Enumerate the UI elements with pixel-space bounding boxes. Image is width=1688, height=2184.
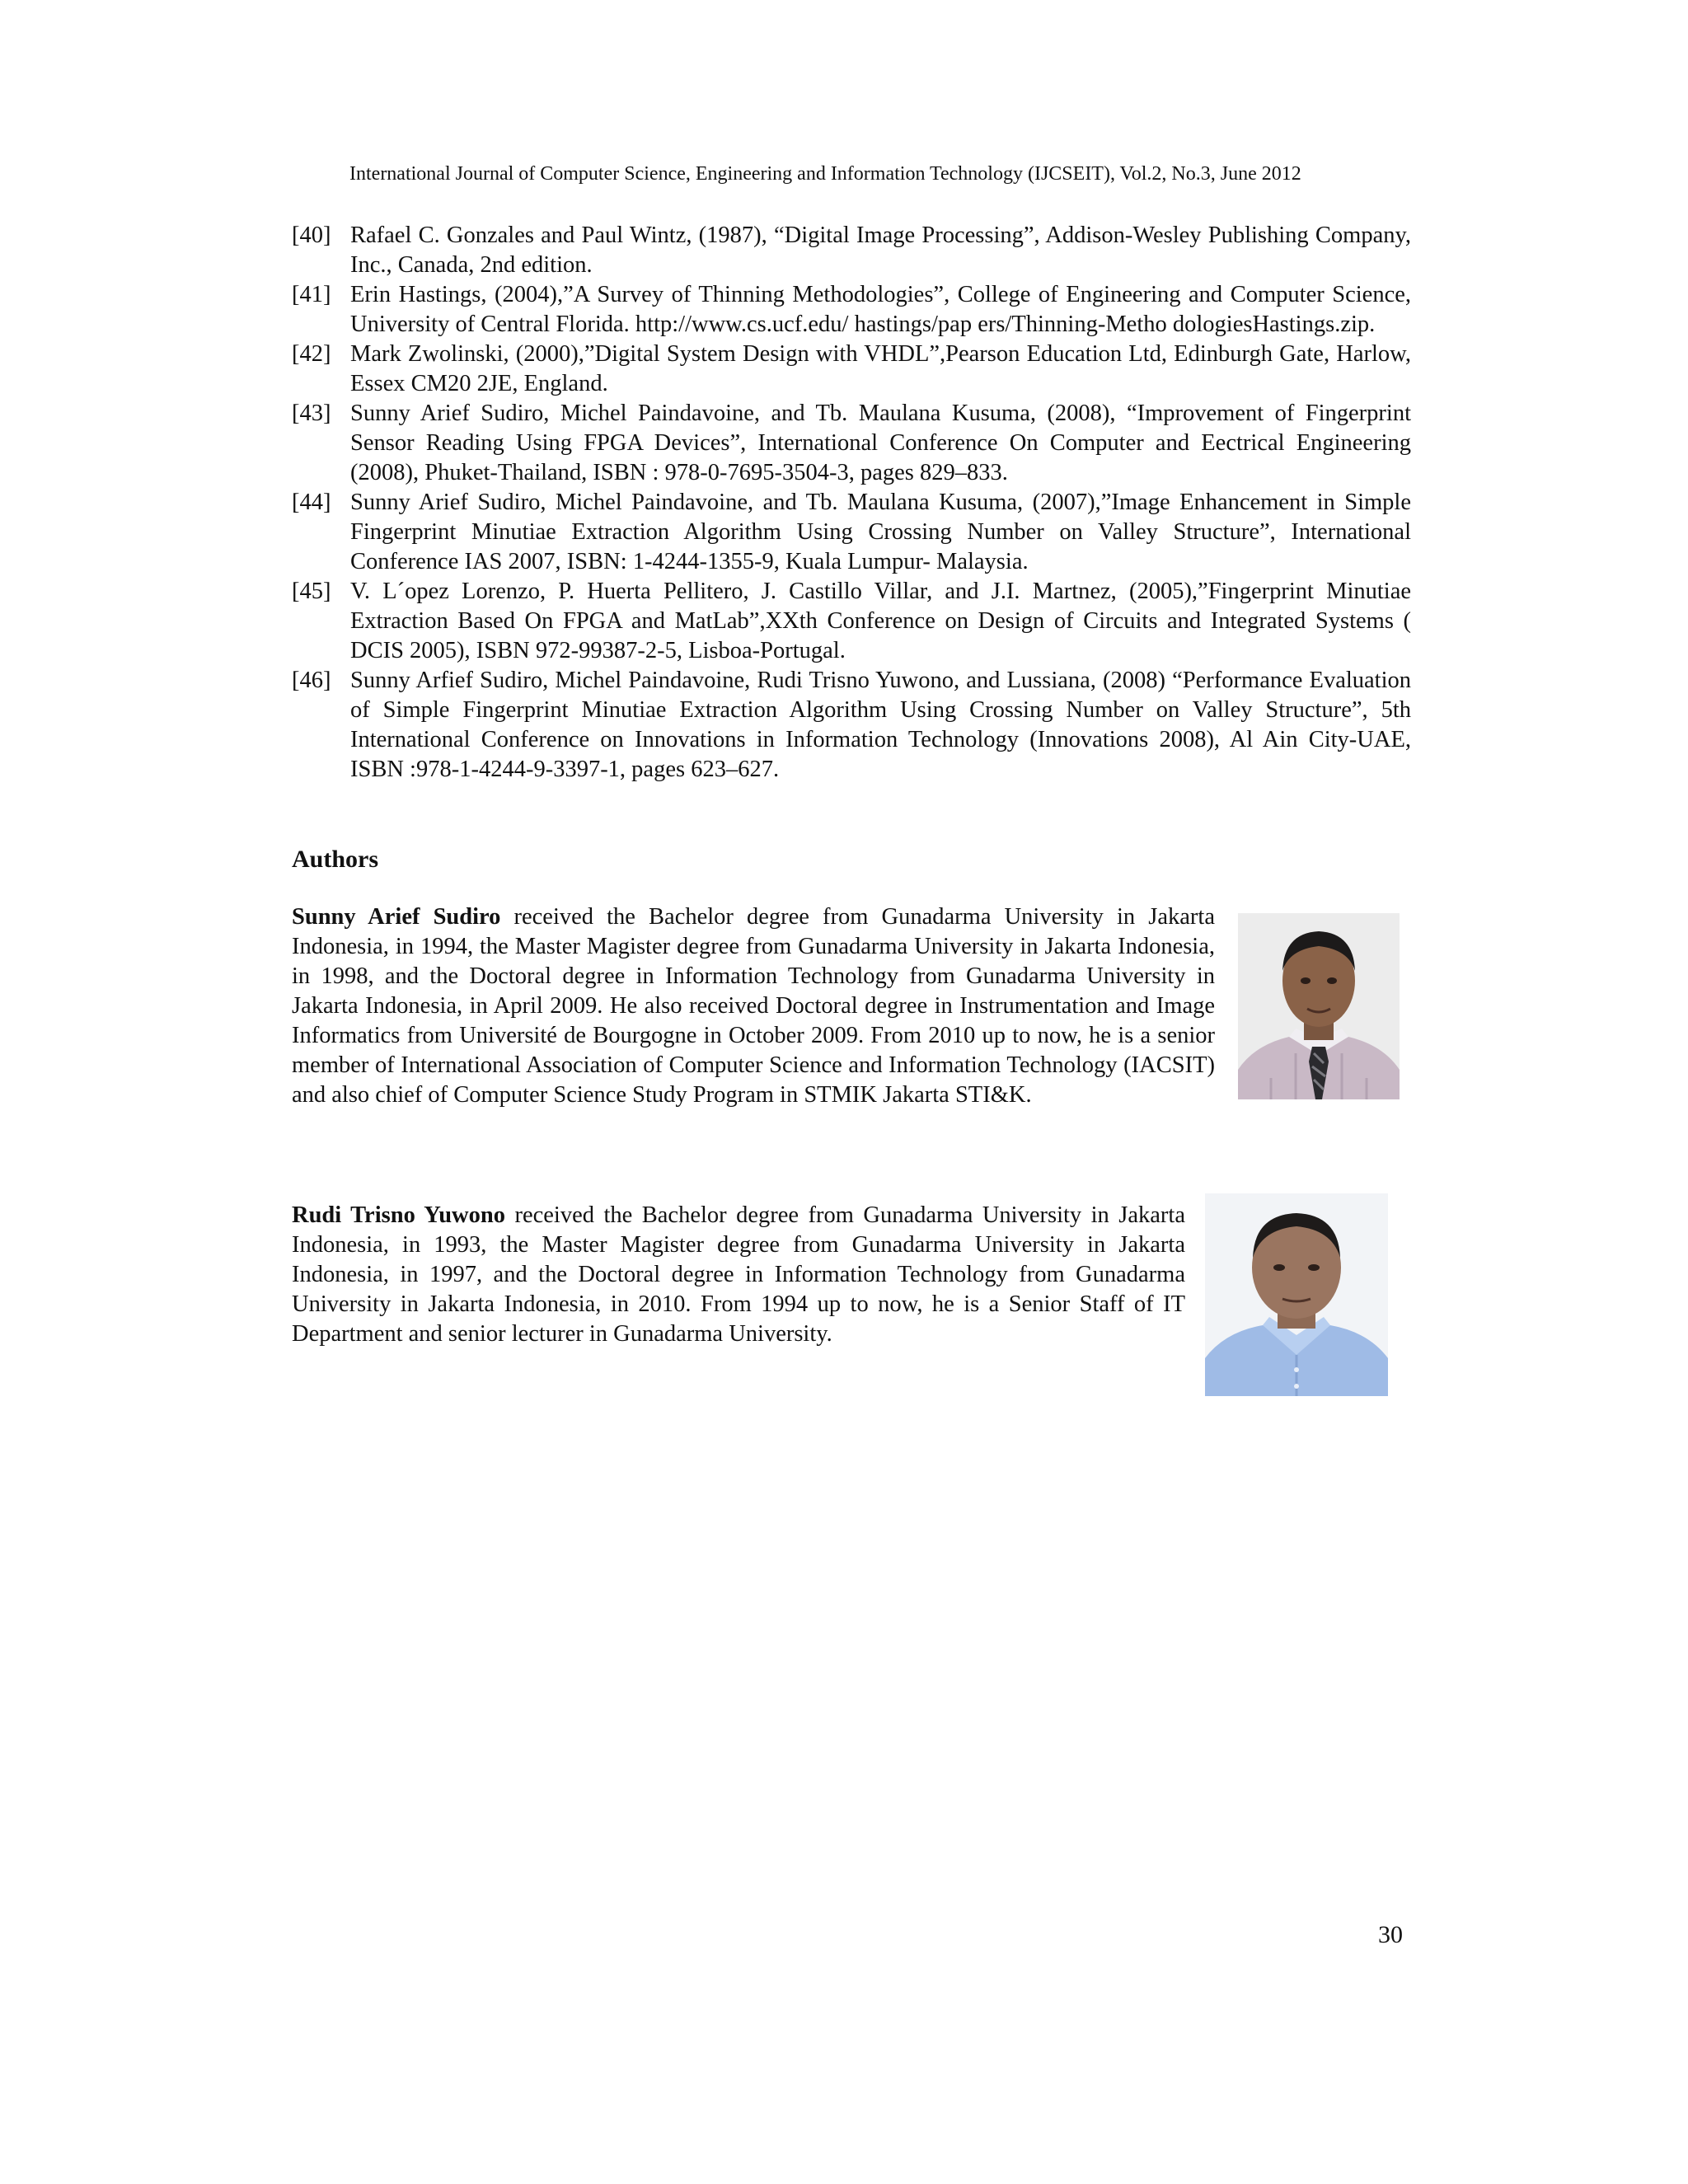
author-name: Sunny Arief Sudiro [292,904,501,930]
reference-text: V. L´opez Lorenzo, P. Huerta Pellitero, J. Castillo Villar, and J.I. Martnez, (2005),”Fingerprint Minutiae Extraction Based On FPGA and MatLab”,XXth Conference on Design of Circuits and Integrated Systems ( DCIS 2005), ISBN 972-99387-2-5, Lisboa-Portugal. [350,579,1411,663]
page-number: 30 [1378,1921,1403,1948]
author-portrait-icon [1238,913,1400,1099]
reference-text: Sunny Arfief Sudiro, Michel Paindavoine, Rudi Trisno Yuwono, and Lussiana, (2008) “Performance Evaluation of Simple Fingerprint Minutiae Extraction Algorithm Using Crossing Number on Valley Structure”, 5th International Conference on Innovations in Information Technology (Innovations 2008), Al Ain City-UAE, ISBN :978-1-4244-9-3397-1, pages 623–627. [350,668,1411,782]
author-photo-yuwono [1205,1193,1388,1396]
authors-heading: Authors [292,846,379,873]
reference-item [292,221,1411,280]
reference-item [292,666,1411,785]
reference-number: [44] [292,490,331,515]
author-bio-sudiro [292,902,1215,1110]
author-bio-text: received the Bachelor degree from Gunadarma University in Jakarta Indonesia, in 1993, the Master Magister degree from Gunadarma University in Jakarta Indonesia, in 1997, and the Doctoral degree in Information Technology from Gunadarma University in Jakarta Indonesia, in 2010. From 1994 up to now, he is a Senior Staff of IT Department and senior lecturer in Gunadarma University. [292,1202,1185,1347]
reference-item [292,280,1411,340]
reference-number: [41] [292,282,331,307]
reference-text: Rafael C. Gonzales and Paul Wintz, (1987), “Digital Image Processing”, Addison-Wesley Publishing Company, Inc., Canada, 2nd edition. [350,223,1411,278]
reference-item [292,488,1411,577]
author-name: Rudi Trisno Yuwono [292,1202,505,1228]
reference-item [292,577,1411,666]
author-bio-text: received the Bachelor degree from Gunadarma University in Jakarta Indonesia, in 1994, the Master Magister degree from Gunadarma University in Jakarta Indonesia, in 1998, and the Doctoral degree in Information Technology from Gunadarma University in Jakarta Indonesia, in April 2009. He also received Doctoral degree in Instrumentation and Image Informatics from Université de Bourgogne in October 2009. From 2010 up to now, he is a senior member of International Association of Computer Science and Information Technology (IACSIT) and also chief of Computer Science Study Program in STMIK Jakarta STI&K. [292,904,1215,1108]
reference-text: Sunny Arief Sudiro, Michel Paindavoine, and Tb. Maulana Kusuma, (2007),”Image Enhancement in Simple Fingerprint Minutiae Extraction Algorithm Using Crossing Number on Valley Structure”, International Conference IAS 2007, ISBN: 1-4244-1355-9, Kuala Lumpur- Malaysia. [350,490,1411,574]
reference-list [292,221,1411,785]
reference-number: [46] [292,668,331,693]
running-header: International Journal of Computer Science, Engineering and Information Technology (IJCSEIT), Vol.2, No.3, June 2012 [349,163,1301,185]
reference-item [292,340,1411,399]
author-photo-sudiro [1238,913,1400,1099]
author-portrait-icon [1205,1193,1388,1396]
reference-text: Mark Zwolinski, (2000),”Digital System Design with VHDL”,Pearson Education Ltd, Edinburgh Gate, Harlow, Essex CM20 2JE, England. [350,341,1411,396]
reference-number: [45] [292,579,331,604]
author-bio-yuwono [292,1201,1185,1349]
reference-text: Sunny Arief Sudiro, Michel Paindavoine, and Tb. Maulana Kusuma, (2008), “Improvement of Fingerprint Sensor Reading Using FPGA Devices”, International Conference On Computer and Eectrical Engineering (2008), Phuket-Thailand, ISBN : 978-0-7695-3504-3, pages 829–833. [350,401,1411,485]
reference-number: [42] [292,341,331,367]
reference-text: Erin Hastings, (2004),”A Survey of Thinning Methodologies”, College of Engineering and Computer Science, University of Central Florida. http://www.cs.ucf.edu/ hastings/pap ers/Thinning-Metho dologiesHastings.zip. [350,282,1411,337]
reference-number: [43] [292,401,331,426]
reference-item [292,399,1411,488]
reference-number: [40] [292,223,331,248]
